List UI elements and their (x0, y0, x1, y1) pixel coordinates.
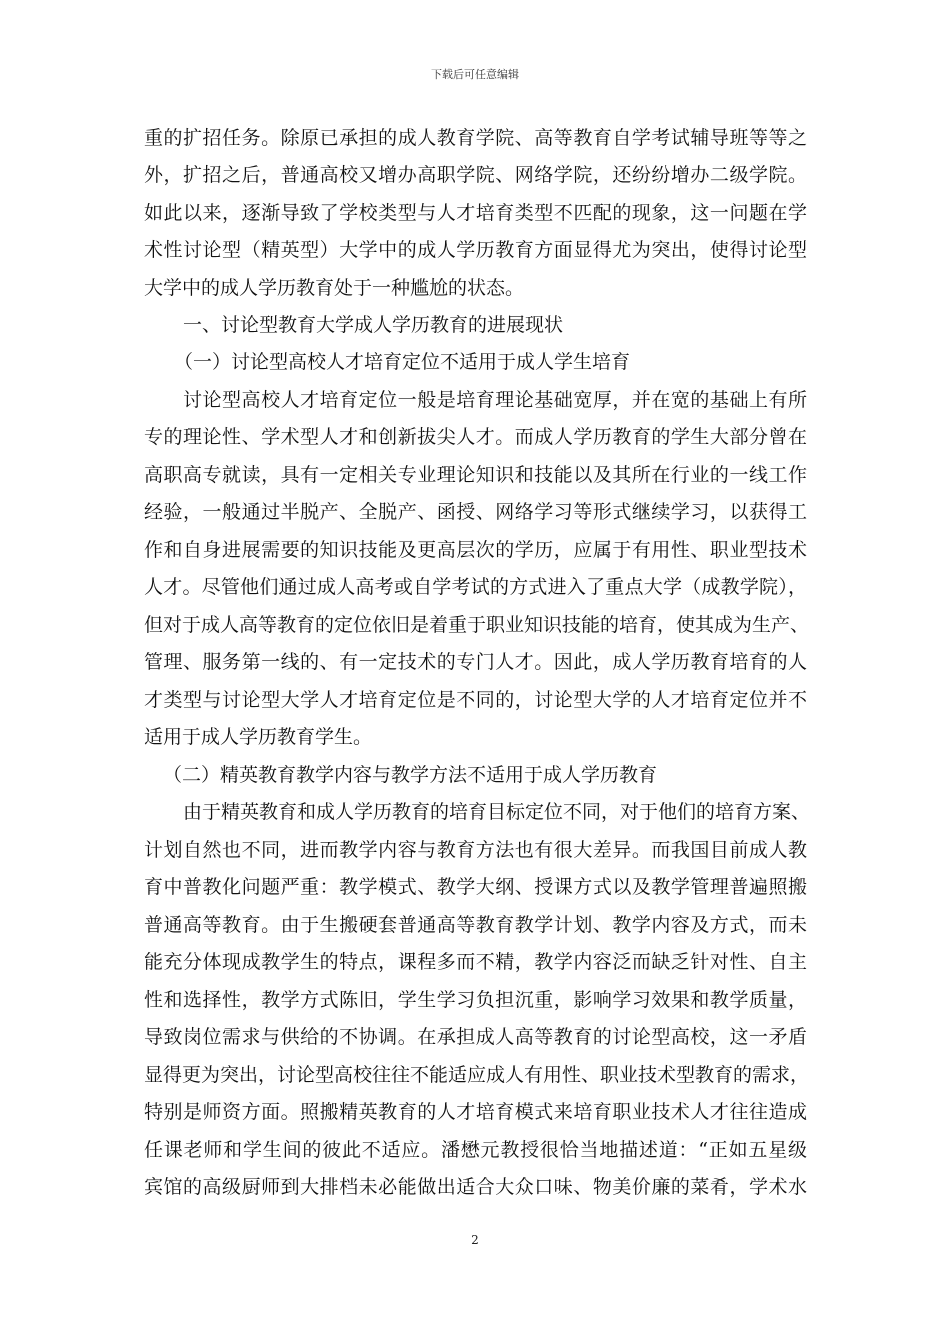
text-line: 经验，一般通过半脱产、全脱产、函授、网络学习等形式继续学习，以获得工 (144, 501, 807, 523)
text-line: 任课老师和学生间的彼此不适应。潘懋元教授很恰当地描述道：“正如五星级 (144, 1139, 807, 1161)
subsection-heading: （一）讨论型高校人才培育定位不适用于成人学生培育 (174, 351, 631, 373)
text-line: 管理、服务第一线的、有一定技术的专门人才。因此，成人学历教育培育的人 (144, 651, 807, 673)
text-line: 如此以来，逐渐导致了学校类型与人才培育类型不匹配的现象，这一问题在学 (144, 202, 807, 224)
section-heading: 一、讨论型教育大学成人学历教育的进展现状 (183, 314, 564, 336)
subsection-heading: （二）精英教育教学内容与教学方法不适用于成人学历教育 (163, 764, 658, 786)
text-line: 导致岗位需求与供给的不协调。在承担成人高等教育的讨论型高校，这一矛盾 (144, 1026, 807, 1048)
text-line: 育中普教化问题严重：教学模式、教学大纲、授课方式以及教学管理普遍照搬 (144, 876, 807, 898)
text-line: 显得更为突出，讨论型高校往往不能适应成人有用性、职业技术型教育的需求， (144, 1064, 810, 1086)
text-line: 作和自身进展需要的知识技能及更高层次的学历，应属于有用性、职业型技术 (144, 539, 807, 561)
page-number: 2 (471, 1233, 479, 1247)
text-line: 适用于成人学历教育学生。 (144, 726, 373, 748)
text-line: 普通高等教育。由于生搬硬套普通高等教育教学计划、教学内容及方式，而未 (144, 914, 807, 936)
paragraph-first-line: 由于精英教育和成人学历教育的培育目标定位不同，对于他们的培育方案、 (183, 801, 811, 823)
text-line: 宾馆的高级厨师到大排档未必能做出适合大众口味、物美价廉的菜肴，学术水 (144, 1176, 807, 1198)
text-line: 性和选择性，教学方式陈旧，学生学习负担沉重，影响学习效果和教学质量， (144, 989, 807, 1011)
text-line: 外，扩招之后，普通高校又增办高职学院、网络学院，还纷纷增办二级学院。 (144, 164, 807, 186)
text-line: 专的理论性、学术型人才和创新拔尖人才。而成人学历教育的学生大部分曾在 (144, 426, 807, 448)
text-line: 计划自然也不同，进而教学内容与教育方法也有很大差异。而我国目前成人教 (144, 839, 807, 861)
paragraph-first-line: 讨论型高校人才培育定位一般是培育理论基础宽厚，并在宽的基础上有所 (183, 389, 807, 411)
text-line: 但对于成人高等教育的定位依旧是着重于职业知识技能的培育，使其成为生产、 (144, 614, 810, 636)
text-line: 高职高专就读，具有一定相关专业理论知识和技能以及其所在行业的一线工作 (144, 464, 807, 486)
text-line: 能充分体现成教学生的特点，课程多而不精，教学内容泛而缺乏针对性、自主 (144, 951, 807, 973)
text-line: 特别是师资方面。照搬精英教育的人才培育模式来培育职业技术人才往往造成 (144, 1101, 807, 1123)
text-line: 大学中的成人学历教育处于一种尴尬的状态。 (144, 277, 525, 299)
text-line: 人才。尽管他们通过成人高考或自学考试的方式进入了重点大学（成教学院）， (144, 576, 807, 598)
text-line: 重的扩招任务。除原已承担的成人教育学院、高等教育自学考试辅导班等等之 (144, 127, 807, 149)
text-line: 才类型与讨论型大学人才培育定位是不同的，讨论型大学的人才培育定位并不 (144, 689, 807, 711)
text-line: 术性讨论型（精英型）大学中的成人学历教育方面显得尤为突出，使得讨论型 (144, 239, 807, 261)
page-header: 下载后可任意编辑 (431, 68, 519, 81)
